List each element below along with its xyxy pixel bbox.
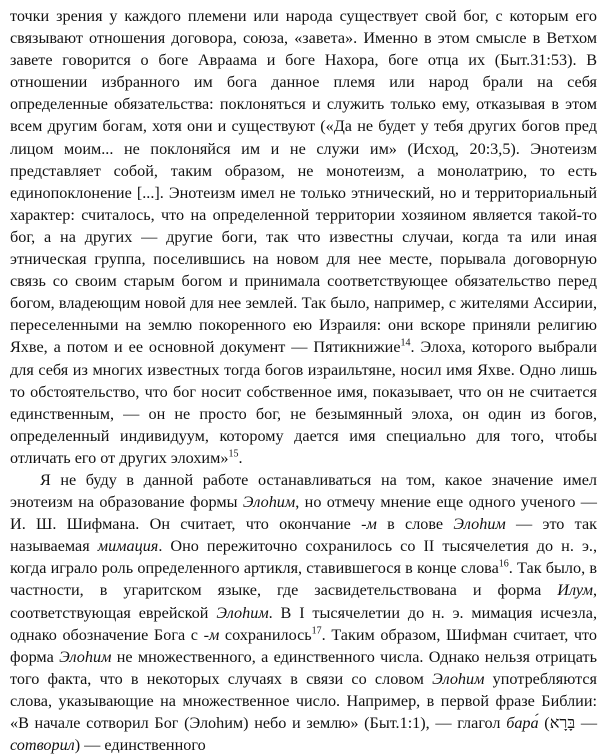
p2-text: ( [538, 714, 550, 732]
p1-text-2: . Элоха, которого выбрали для себя из многих известных тогда богов израильтяне, носил имя Яхве. Одно лишь то обстоятельство, что бог носит собственное имя, показывает, что он не считается единственным, — он не просто бог, не безымянный элоха, он один из богов, определенный индивидуум, которому дается имя специально для того, чтобы отличать его от других элохим» [10, 338, 597, 467]
p2-text: . В I тысячелетии до н. э. мимация исчезла, однако обозначение Бога с [10, 603, 597, 644]
p2-text: . Оно пережиточно сохранилось со II тысячелетия до н. э., когда играло роль определенного артикля, ставившегося в конце слова [10, 537, 597, 578]
p2-text: ) — единственного [74, 736, 206, 755]
p2-text: , но отмечу мнение еще одного ученого — И. Ш. Шифмана. Он считает, что окончание [10, 493, 597, 534]
italic-term: -м [361, 515, 377, 534]
italic-term: -м [203, 625, 220, 644]
italic-term: Элоhим [453, 515, 506, 534]
italic-term: Элоhим [59, 647, 112, 666]
document-page [10, 5, 597, 756]
p2-text: не множественного, а единственного числа. Однако нельзя отрицать того факта, что в некоторых случаях в связи со словом [10, 647, 598, 688]
p2-text: — это так называемая [10, 515, 597, 556]
p2-text: употребляются слова, указывающие на множественное число. Например, в первой фразе Библии: «В начале сотворил Бог (Элоhим) небо и землю» (Быт.1:1), — глагол [10, 669, 597, 732]
p2-text: в слове [376, 515, 454, 534]
paragraph-2 [10, 469, 597, 756]
hebrew-word: בָּרָא [549, 713, 576, 732]
italic-term: бара́ [506, 714, 539, 732]
p2-text: сохранилось [219, 625, 312, 644]
p1-text-1: точки зрения у каждого племени или народа существует свой бог, с которым его связывают отношения договора, союза, «завета». Именно в этом смысле в Ветхом завете говорится о боге Авраама и боге Нахора, боге отца их (Быт.31:53). В отношении избранного им бога данное племя или народ брали на себя определенные обязательства: поклоняться и служить только ему, отказывая в этом всем другим богам, хотя они и существуют («Да не будет у тебя других богов пред лицом моим... не поклоняйся им и не служи им» (Исход, 20:3,5). Энотеизм представляет собой, таким образом, не монотеизм, а монолатрию, то есть единопоклонение [...]. Энотеизм имел не только этнический, но и территориальный характер: считалось, что на определенной территории хозяином является такой-то бог, а на других — другие боги, так что известны случаи, когда та или иная этническая группа, поселившись на новом для нее месте, порывала договорную связь со своим старым богом и принимала соответствующее обязательство перед богом, владеющим новой для нее землей. Так было, например, с жителями Ассирии, переселенными на землю покоренного ею Израиля: они вскоре приняли религию Яхве, а потом и ее основной документ — Пятикнижие [10, 7, 597, 357]
italic-term: Илум [557, 581, 593, 600]
p2-text: Я не буду в данной работе останавливаться на том, какое значение имел энотеизм на образование формы [10, 470, 597, 512]
p2-text: . Так было, в частности, в угаритском языке, где засвидетельствована и форма [10, 559, 597, 600]
footnote-ref-17[interactable]: 17 [311, 625, 322, 637]
p2-text: . Таким образом, Шифман считает, что форма [10, 625, 597, 666]
footnote-ref-15[interactable]: 15 [228, 448, 239, 460]
p1-text-3: . [238, 448, 243, 467]
italic-term: сотворил [10, 736, 75, 755]
p2-text: , соответствующая еврейской [10, 581, 597, 622]
footnote-ref-14[interactable]: 14 [400, 338, 411, 350]
italic-term: Элоhим [242, 493, 296, 512]
italic-term: мимация [97, 537, 159, 556]
paragraph-1 [10, 5, 597, 469]
p2-text: — [575, 714, 598, 732]
italic-term: Элоhим [432, 669, 485, 688]
footnote-ref-16[interactable]: 16 [498, 558, 509, 570]
italic-term: Элоhим [216, 603, 269, 622]
